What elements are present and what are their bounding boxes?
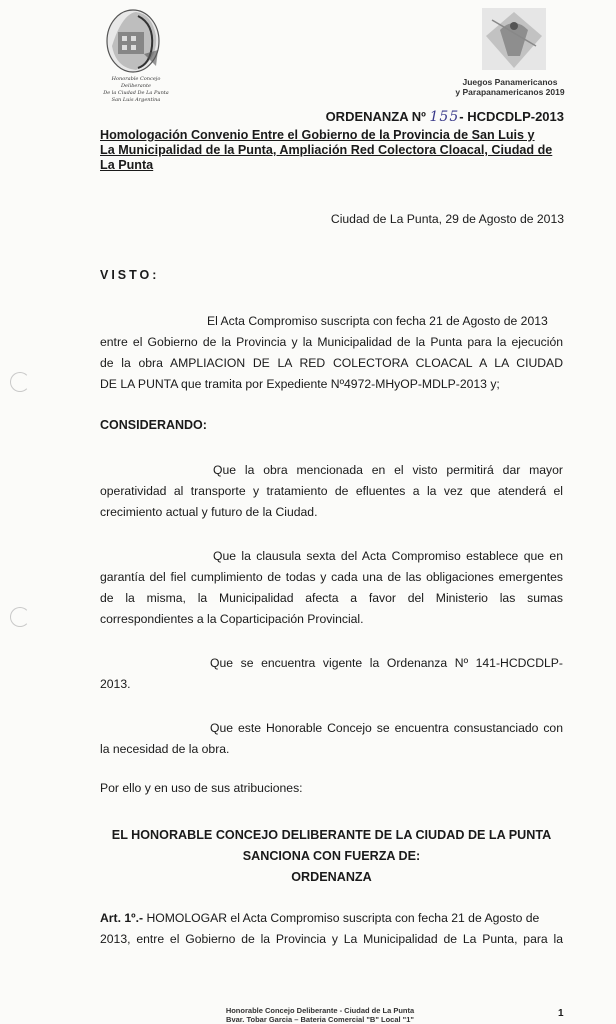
paragraph-line: El Acta Compromiso suscripta con fecha 21 de Agosto de 2013	[207, 314, 548, 328]
punch-hole-mark	[10, 607, 30, 627]
considerando-paragraph	[100, 653, 563, 695]
paragraph-line: Que este Honorable Concejo se encuentra consustanciado con	[210, 721, 563, 735]
ordenanza-subject	[100, 128, 564, 173]
ordenanza-prefix: ORDENANZA Nº	[325, 109, 426, 124]
article-label: Art. 1º.-	[100, 911, 144, 925]
ordenanza-title	[326, 110, 564, 124]
juegos-caption-line: y Parapanamericanos 2019	[455, 87, 565, 97]
seal-caption-line: Honorable Concejo Deliberante	[111, 76, 161, 89]
visto-paragraph	[100, 311, 563, 395]
sanciona-line: SANCIONA CON FUERZA DE:	[242, 849, 421, 863]
paragraph-line: la necesidad de la obra.	[100, 742, 230, 756]
sanciona-line: ORDENANZA	[291, 870, 372, 884]
considerando-paragraph	[100, 718, 563, 760]
article-1	[100, 908, 563, 950]
visto-heading: VISTO:	[100, 268, 160, 282]
ordenanza-number: 155	[429, 109, 460, 125]
paragraph-line: de la obra AMPLIACION DE LA RED COLECTORA CLOACAL A LA CIUDAD	[100, 356, 563, 370]
paragraph-line: Que la obra mencionada en el visto permitirá dar mayor	[213, 463, 563, 477]
seal-caption-line: De la Ciudad De La Punta	[103, 90, 169, 96]
ordenanza-suffix: - HCDCDLP-2013	[459, 109, 564, 124]
paragraph-line: operatividad al transporte y tratamiento de efluentes a la vez que atenderá el	[100, 484, 563, 498]
paragraph-line: garantía del fiel cumplimiento de todas y cada una de las obligaciones emergentes	[100, 570, 563, 584]
paragraph-line: entre el Gobierno de la Provincia y la Municipalidad de la Punta para la ejecución	[100, 335, 563, 349]
considerando-paragraph	[100, 546, 563, 630]
paragraph-line: correspondientes a la Coparticipación Provincial.	[100, 612, 364, 626]
juegos-caption	[430, 77, 590, 97]
page-footer	[180, 1006, 460, 1024]
paragraph-line: 2013, entre el Gobierno de la Provincia y La Municipalidad de La Punta, para la	[100, 932, 563, 946]
considerando-paragraph	[100, 460, 563, 523]
seal-caption	[96, 76, 176, 104]
concejo-seal-logo	[102, 6, 164, 76]
seal-caption-line: San Luis Argentina	[111, 97, 161, 103]
subject-line: Homologación Convenio Entre el Gobierno de la Provincia de San Luis y	[100, 128, 535, 142]
paragraph-line: DE LA PUNTA que tramita por Expediente Nº4972-MHyOP-MDLP-2013 y;	[100, 377, 500, 391]
por-ello-line: Por ello y en uso de sus atribuciones:	[100, 781, 303, 795]
article-text: HOMOLOGAR el Acta Compromiso suscripta con fecha 21 de Agosto de	[143, 911, 540, 925]
paragraph-line: de la misma, la Municipalidad afecta a favor del Ministerio las sumas	[100, 591, 563, 605]
juegos-caption-line: Juegos Panamericanos	[462, 77, 558, 87]
paragraph-line: 2013.	[100, 677, 131, 691]
page-number: 1	[558, 1008, 564, 1019]
paragraph-line: Que se encuentra vigente la Ordenanza Nº 141-HCDCDLP-	[210, 656, 563, 670]
sanciona-line: EL HONORABLE CONCEJO DELIBERANTE DE LA CIUDAD DE LA PUNTA	[111, 828, 552, 842]
considerando-heading: CONSIDERANDO:	[100, 418, 207, 432]
sanciona-block	[100, 825, 563, 888]
subject-line: La Punta	[100, 158, 154, 172]
juegos-panamericanos-logo	[480, 6, 548, 72]
footer-line: Honorable Concejo Deliberante - Ciudad de La Punta	[225, 1006, 415, 1015]
paragraph-line: crecimiento actual y futuro de la Ciudad.	[100, 505, 318, 519]
punch-hole-mark	[10, 372, 30, 392]
subject-line: La Municipalidad de la Punta, Ampliación Red Colectora Cloacal, Ciudad de	[100, 143, 553, 157]
date-line: Ciudad de La Punta, 29 de Agosto de 2013	[330, 212, 564, 226]
paragraph-line: Que la clausula sexta del Acta Compromiso establece que en	[213, 549, 563, 563]
footer-line: Bvar. Tobar Garcia – Bateria Comercial "B" Local "1"	[226, 1015, 414, 1024]
